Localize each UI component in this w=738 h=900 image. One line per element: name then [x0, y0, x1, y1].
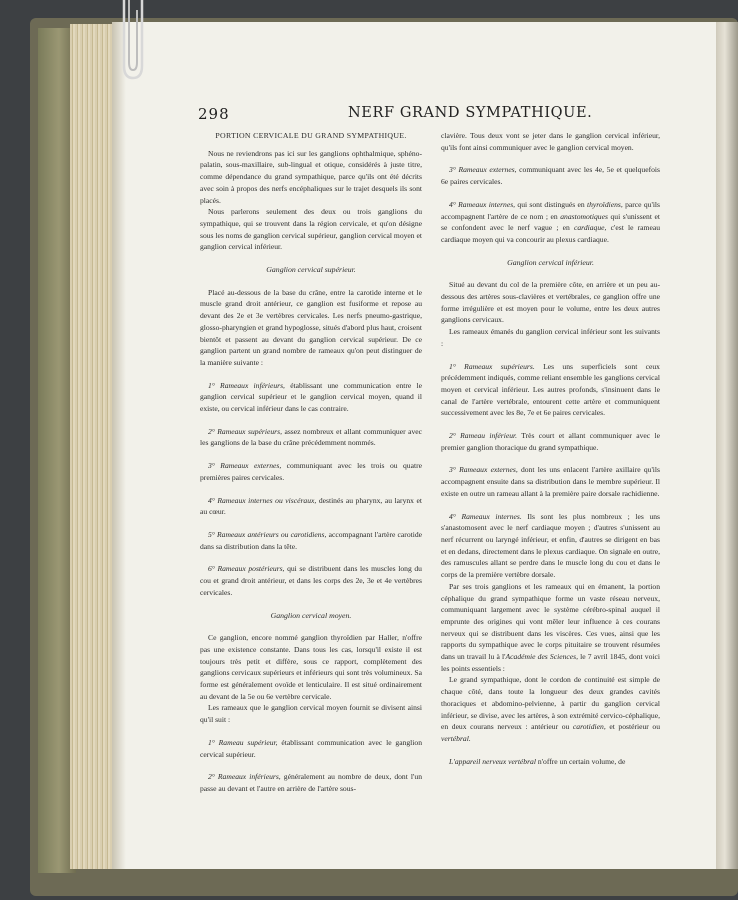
- paragraph: clavière. Tous deux vont se jeter dans le ganglion cervical inférieur, qu'ils font ainsi communiquer avec le ganglion cervical moyen.: [441, 131, 660, 152]
- list-item: 1° Rameau supérieur, établissant communication avec le ganglion cervical supérieur.: [200, 737, 422, 759]
- paragraph: Nous ne reviendrons pas ici sur les ganglions ophthalmique, sphéno-palatin, sous-maxillaire, sub-lingual et otique, considérés à juste titre, comme dépendance du grand sympathique, parce qu'ils ont été décrits avec soin à propos des nerfs encéphaliques sur le trajet desquels ils sont placés.: [200, 148, 422, 205]
- section-title: PORTION CERVICALE DU GRAND SYMPATHIQUE.: [215, 131, 407, 140]
- page-gutter-shadow: [112, 22, 126, 869]
- list-item: 2° Rameaux inférieurs, généralement au nombre de deux, dont l'un passe au devant et l'autre en arrière de l'artère sous-: [200, 772, 422, 793]
- list-item: 3° Rameaux externes, communiquant avec les 4e, 5e et quelquefois 6e paires cervicales.: [441, 165, 660, 187]
- left-column: [200, 130, 422, 795]
- subheading: Ganglion cervical inférieur.: [507, 257, 594, 267]
- list-item: 3° Rameaux externes, communiquant avec les trois ou quatre premières paires cervicales.: [200, 461, 422, 482]
- running-title: NERF GRAND SYMPATHIQUE.: [348, 105, 593, 121]
- list-item: 4° Rameaux internes ou viscéraux, destinés au pharynx, au larynx et au cœur.: [200, 495, 422, 517]
- paragraph: Placé au-dessous de la base du crâne, entre la carotide interne et le muscle grand droit antérieur, ce ganglion est fusiforme et repose au devant des 2e et 3e vertèbres cervicales. Les nerfs pneumo-gastrique, glosso-pharyngien et grand hypoglosse, situés d'abord plus haut, croisent bientôt et passent au devant du ganglion cervical supérieur. De ce ganglion partent un grand nombre de rameaux qu'on peut distinguer de la manière suivante :: [200, 287, 422, 367]
- paragraph: Par ses trois ganglions et les rameaux qui en émanent, la portion céphalique du grand sympathique forme un vaste réseau nerveux, communiquant largement avec le système cérébro-spinal auquel il emprunte des origines qui vont mêler leur influence à ces courans nerveux qui se distribuent dans les viscères. Ces vues, ainsi que les rapports du sympathique avec le corps pituitaire se trouvent résumées dans un travail lu à l'Académie des Sciences, le 7 avril 1845, dont voici les points essentiels :: [441, 581, 660, 673]
- paragraph: Le grand sympathique, dont le cordon de continuité est simple de chaque côté, dans toute la longueur des deux grandes cavités thoraciques et abdomino-pelvienne, à partir du ganglion cervical inférieur, se divise, avec les artères, à son extrémité cervico-céphalique, en deux courans nerveux : antérieur ou carotidien, et postérieur ou vertébral.: [441, 675, 660, 743]
- right-column: [441, 130, 660, 767]
- paragraph: L'appareil nerveux vertébral n'offre un certain volume, de: [449, 756, 626, 766]
- paragraph: Les rameaux émanés du ganglion cervical inférieur sont les suivants :: [441, 327, 660, 348]
- facing-page-edge: [716, 22, 738, 869]
- paragraph: Situé au devant du col de la première côte, en arrière et un peu au-dessous des artères sous-clavières et vertébrales, ce ganglion offre une forme irrégulière et est moyen pour le volume, entre les deux autres ganglions cervicaux.: [441, 280, 660, 325]
- list-item: 3° Rameaux externes, dont les uns enlacent l'artère axillaire qu'ils accompagnent ensuite dans sa distribution dans le membre supérieur. Il existe en outre un rameau allant à la première paire dorsale rachidienne.: [441, 465, 660, 498]
- page-number: 298: [198, 105, 230, 123]
- list-item: 4° Rameaux internes, qui sont distingués en thyroïdiens, parce qu'ils accompagnent l'artère de ce nom ; en anastomotiques qui s'unissent et se confondent avec le nerf vague ; en cardiaque, c'est le rameau cardiaque moyen qui va concourir au plexus cardiaque.: [441, 199, 661, 244]
- list-item: 1° Rameaux supérieurs. Les uns superficiels sont ceux précédemment indiqués, comme reliant ensemble les ganglions cervical moyen et cervical inférieur. Les autres profonds, s'insinuent dans le canal de l'artère vertébrale, entourent cette artère et communiquent successivement avec les 8e, 7e et 6e paires cervicales.: [441, 361, 660, 418]
- list-item: 1° Rameaux inférieurs, établissant une communication entre le ganglion cervical supérieur et le ganglion cervical moyen, quand il existe, ou cervical inférieur dans le cas contraire.: [200, 380, 422, 414]
- paragraph: Les rameaux que le ganglion cervical moyen fournit se divisent ainsi qu'il suit :: [200, 703, 422, 725]
- subheading: Ganglion cervical moyen.: [270, 610, 352, 620]
- list-item: 2° Rameaux supérieurs, assez nombreux et allant communiquer avec les ganglions de la base du crâne précédemment nommés.: [200, 426, 422, 448]
- paper-clip-icon: [118, 0, 148, 82]
- list-item: 5° Rameaux antérieurs ou carotidiens, accompagnant l'artère carotide dans sa distribution dans la tête.: [200, 529, 423, 551]
- running-header: [198, 105, 660, 125]
- list-item: 6° Rameaux postérieurs, qui se distribuent dans les muscles long du cou et grand droit antérieur, et dans les corps des 2e, 3e et 4e vertèbres cervicales.: [200, 564, 422, 597]
- list-item: 2° Rameau inférieur. Très court et allant communiquer avec le premier ganglion thoracique du grand sympathique.: [441, 431, 660, 452]
- paragraph: Nous parlerons seulement des deux ou trois ganglions du sympathique, qui se trouvent dans la région cervicale, et qu'on désigne sous les noms de ganglion cervical supérieur, ganglion cervical moyen et ganglion cervical inférieur.: [200, 207, 422, 252]
- subheading: Ganglion cervical supérieur.: [266, 265, 356, 275]
- page-edges: [70, 24, 114, 869]
- paragraph: Ce ganglion, encore nommé ganglion thyroïdien par Haller, n'offre pas une existence constante. Dans tous les cas, lorsqu'il existe il est toujours très petit et diffère, sous ce rapport, complètement des ganglions cervicaux supérieurs et inférieurs qui sont très volumineux. Sa forme est généralement ovoïde et lenticulaire. Il est situé ordinairement au devant de la 5e ou 6e vertèbre cervicale.: [200, 633, 422, 701]
- list-item: 4° Rameaux internes. Ils sont les plus nombreux ; les uns s'anastomosent avec le nerf cardiaque moyen ; d'autres s'unissent au nerf récurrent ou laryngé inférieur, et enfin, d'autres se dirigent en bas et en dedans, directement dans le plexus cardiaque. On signale en outre, des ramuscules allant se perdre dans le muscle long du cou et dans le corps de la première vertèbre dorsale.: [441, 511, 660, 580]
